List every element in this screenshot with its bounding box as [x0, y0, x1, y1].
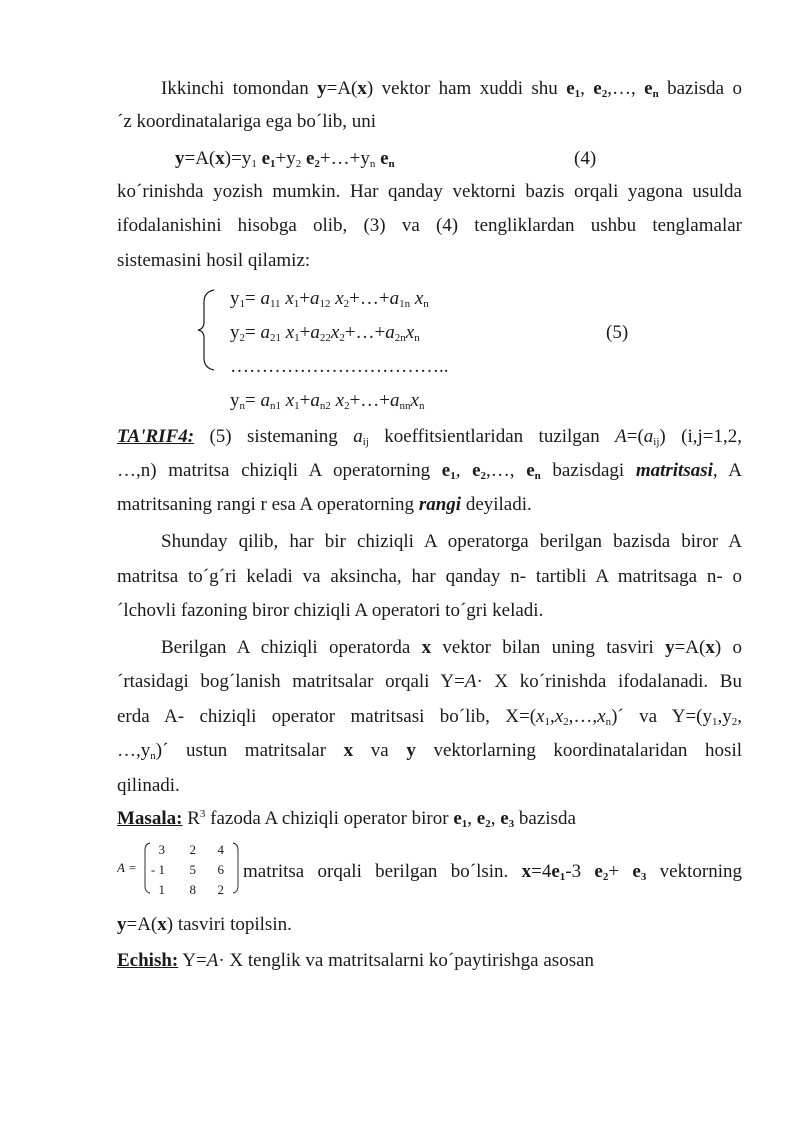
- para4-line3: erda A- chiziqli operator matritsasi bo´lib, $X=(x_1,x_2,\dots,x_n)´$ va $Y=(y_1,y_2$,: [117, 706, 742, 728]
- definition-label: TA'RIF4:: [117, 426, 195, 447]
- matrix-a: [117, 840, 239, 896]
- left-brace-icon: [196, 288, 218, 372]
- definition-line2: …,n) matritsa chiziqli A operatorning $e_1$, $e_2,\dots$, $e_n$ bazisdagi matritsasi, A: [117, 460, 742, 482]
- problem-label: Masala:: [117, 808, 183, 829]
- para3-line3: ´lchovli fazoning biror chiziqli A operatori to´gri keladi.: [117, 600, 544, 621]
- matrix-cell: 2: [189, 842, 196, 857]
- task-line: y=A(x) tasviri topilsin.: [117, 914, 292, 935]
- definition-line1: TA'RIF4: (5) sistemaning $a_{ij}$ koeffitsientlaridan tuzilgan $A=(a_{ij})$ (i,j=1,2,: [117, 426, 742, 448]
- para4-line2: ´rtasidagi bog´lanish matritsalar orqali Y=A· X ko´rinishda ifodalanadi. Bu: [117, 671, 742, 692]
- system-row-2: $y_2= a_{21}$ $x_1+a_{22}x_2+\dots+a_{2n}x_n$: [230, 322, 420, 344]
- solution-line: Echish: Y=A· X tenglik va matritsalarni ko´paytirishga asosan: [117, 950, 595, 971]
- problem-line: Masala: $R^3$ fazoda A chiziqli operator biror $e_1$, $e_2$, $e_3$ bazisda: [117, 808, 576, 830]
- matrix-lhs: A =: [117, 860, 137, 875]
- para4-line1: Berilgan A chiziqli operatorda x vektor bilan uning tasviri y=A(x) o: [161, 637, 742, 658]
- matrix-cell: 8: [189, 882, 196, 896]
- matrix-cell: 1: [158, 882, 165, 896]
- matrix-cell: - 1: [150, 862, 165, 877]
- equation-4-number: (4): [574, 148, 597, 169]
- matrix-cell: 6: [217, 862, 224, 877]
- matrix-cell: 5: [189, 862, 196, 877]
- system-row-n: $y_n= a_{n1}$ $x_1+a_{n2}$ $x_2+\dots+a_{nn}x_n$: [230, 390, 425, 412]
- equation-4: $y=A(x)=y_1$ $e_1+y_2$ $e_2+\dots+y_n$ $e_n$: [175, 148, 395, 170]
- left-paren-icon: [145, 843, 150, 893]
- equation-5-number: (5): [606, 322, 629, 343]
- system-row-1: $y_1= a_{11}$ $x_1+a_{12}$ $x_2+\dots+a_{1n}$ $x_n$: [230, 288, 429, 310]
- system-dots-row: ……………………………..: [230, 356, 449, 377]
- para3-line1: Shunday qilib, har bir chiziqli A operatorga berilgan bazisda biror A: [161, 531, 742, 552]
- matrix-cell: 4: [217, 842, 224, 857]
- para4-line5: qilinadi.: [117, 775, 180, 796]
- matrix-cell: 3: [158, 842, 165, 857]
- matrix-sentence: matritsa orqali berilgan bo´lsin. $x=4e_1-3$ $e_2+ e_3$ vektorning: [243, 861, 742, 883]
- para2-line2: ifodalanishini hisobga olib, (3) va (4) tengliklardan ushbu tenglamalar: [117, 215, 742, 236]
- matrix-cell: 2: [217, 882, 224, 896]
- para1-line1: Ikkinchi tomondan y=A(x) vektor ham xuddi shu $e_1$, $e_2,\dots$, $e_n$ bazisda o: [161, 78, 743, 100]
- para3-line2: matritsa to´g´ri keladi va aksincha, har qanday n- tartibli A matritsaga n- o: [117, 566, 742, 587]
- solution-label: Echish:: [117, 950, 179, 971]
- definition-line3: matritsaning rangi r esa A operatorning rangi deyiladi.: [117, 494, 532, 515]
- para4-line4: $\dots,y_n)´$ ustun matritsalar x va y vektorlarning koordinatalaridan hosil: [117, 740, 742, 762]
- para2-line3: sistemasini hosil qilamiz:: [117, 250, 311, 271]
- right-paren-icon: [233, 843, 238, 893]
- para1-line2: ´z koordinatalariga ega bo´lib, uni: [117, 111, 377, 132]
- para2-line1: ko´rinishda yozish mumkin. Har qanday vektorni bazis orqali yagona usulda: [117, 181, 742, 202]
